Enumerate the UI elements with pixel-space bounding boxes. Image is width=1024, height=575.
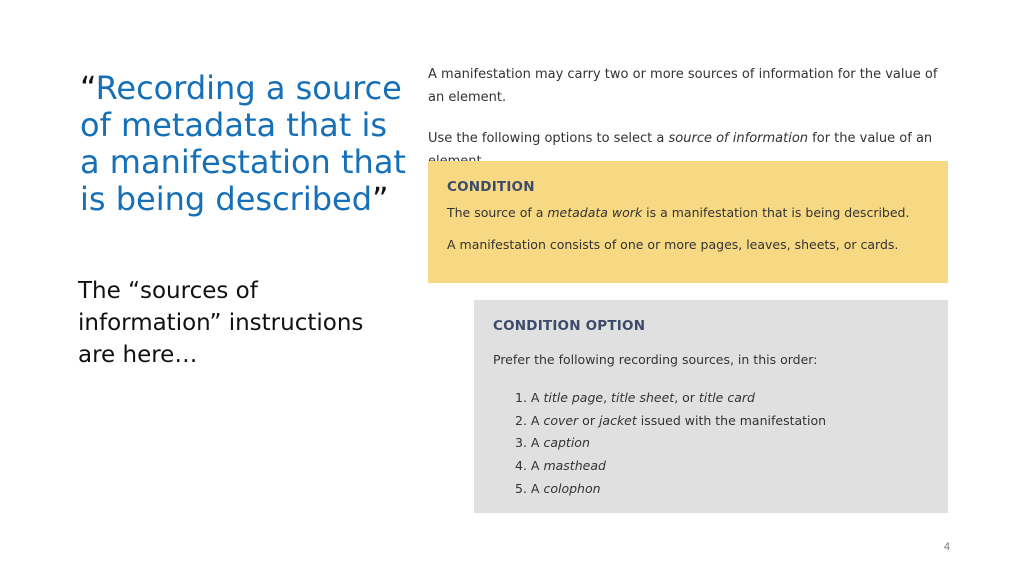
condition-line-1-before: The source of a [447,205,548,220]
condition-option-box [474,300,948,513]
condition-line-1 [447,205,909,220]
intro-text-before: Use the following options to select a [428,131,669,146]
page-number: 4 [943,541,950,553]
condition-line-2: A manifestation consists of one or more pages, leaves, sheets, or cards. [447,237,899,252]
condition-line-1-emphasis: metadata work [547,205,643,220]
list-item: 4. A masthead [515,458,606,474]
slide-body-text: The “sources of information” instructions are here… [78,278,364,368]
intro-text-emphasis: source of information [668,131,809,146]
title-open-quote: “ [80,69,96,107]
condition-option-intro: Prefer the following recording sources, in this order: [493,352,818,367]
condition-option-heading: CONDITION OPTION [493,318,646,334]
condition-heading: CONDITION [447,179,535,195]
slide-title [80,70,410,218]
list-item: 3. A caption [515,435,590,451]
list-item: 1. A title page, title sheet, or title card [515,390,755,405]
condition-line-1-after: is a manifestation that is being described. [642,205,910,220]
list-item: 2. A cover or jacket issued with the manifestation [515,412,827,428]
intro-text-after: for the value of an [812,131,933,146]
condition-box [428,161,948,283]
title-text: Recording a source of metadata that is a manifestation that is being described [80,69,406,218]
recording-sources-list [515,387,826,500]
intro-paragraph-1: A manifestation may carry two or more sources of information for the value of an element. [428,67,938,105]
title-close-quote: ” [372,180,389,218]
list-item: 5. A colophon [515,480,601,496]
